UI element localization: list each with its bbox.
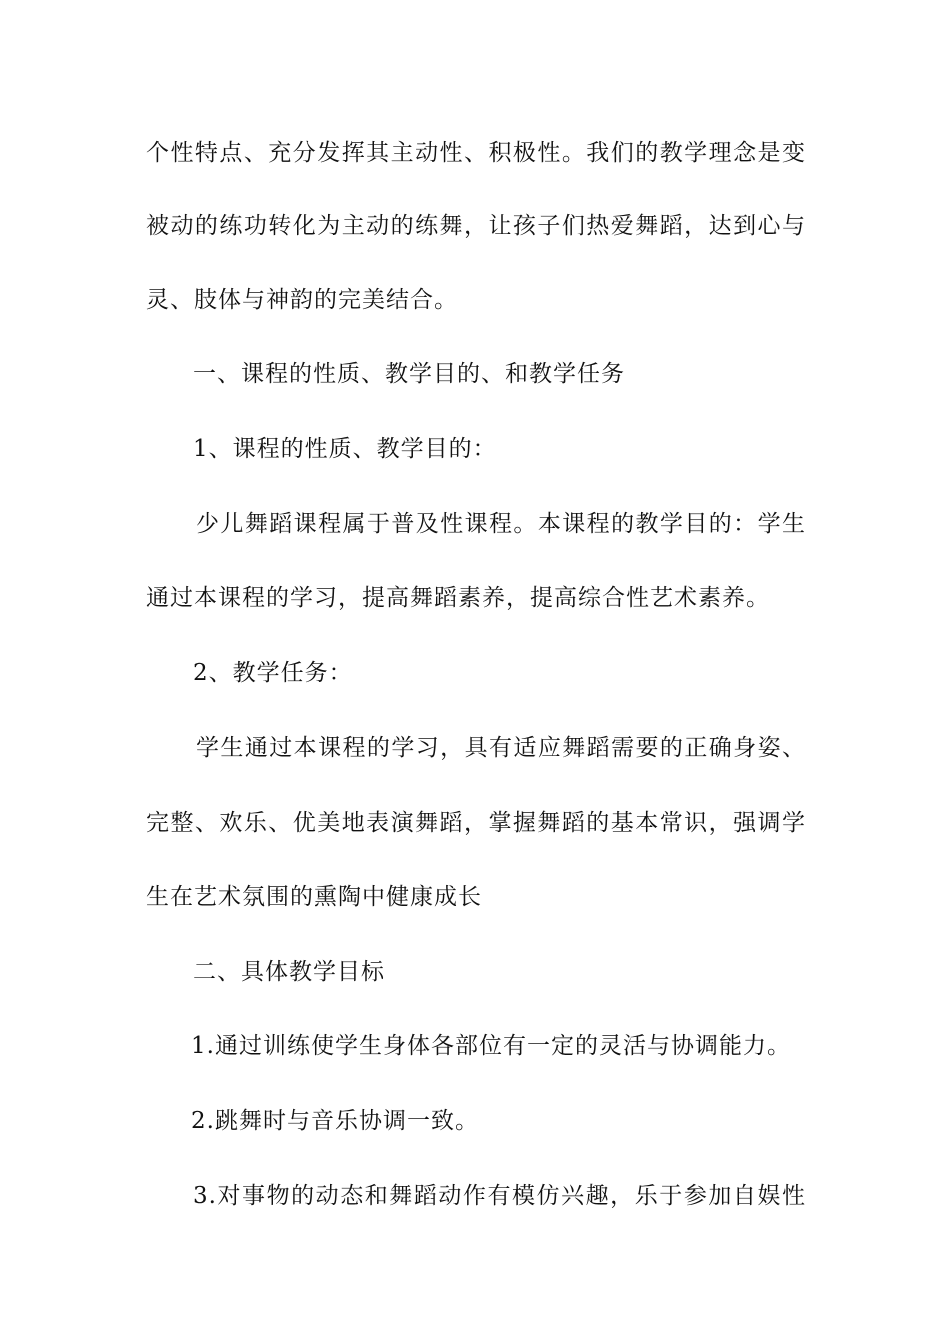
paragraph-line: 完整、欢乐、优美地表演舞蹈，掌握舞蹈的基本常识，强调学	[146, 810, 806, 836]
subsection-heading: 2、教学任务：	[193, 660, 353, 686]
paragraph-line: 被动的练功转化为主动的练舞，让孩子们热爱舞蹈，达到心与	[146, 213, 806, 239]
paragraph-line: 生在艺术氛围的熏陶中健康成长	[146, 884, 482, 910]
section-heading: 一、课程的性质、教学目的、和教学任务	[193, 361, 625, 387]
paragraph-line: 灵、肢体与神韵的完美结合。	[146, 287, 458, 313]
list-item: 3.对事物的动态和舞蹈动作有模仿兴趣，乐于参加自娱性	[193, 1183, 806, 1209]
paragraph-line: 通过本课程的学习，提高舞蹈素养，提高综合性艺术素养。	[146, 585, 770, 611]
subsection-heading: 1、课程的性质、教学目的：	[193, 436, 497, 462]
list-item: 1.通过训练使学生身体各部位有一定的灵活与协调能力。	[191, 1033, 791, 1059]
paragraph-line: 少儿舞蹈课程属于普及性课程。本课程的教学目的：学生	[196, 511, 806, 537]
section-heading: 二、具体教学目标	[193, 959, 385, 985]
list-item: 2.跳舞时与音乐协调一致。	[191, 1108, 479, 1134]
paragraph-line: 个性特点、充分发挥其主动性、积极性。我们的教学理念是变	[146, 140, 806, 166]
paragraph-line: 学生通过本课程的学习，具有适应舞蹈需要的正确身姿、	[196, 735, 806, 761]
